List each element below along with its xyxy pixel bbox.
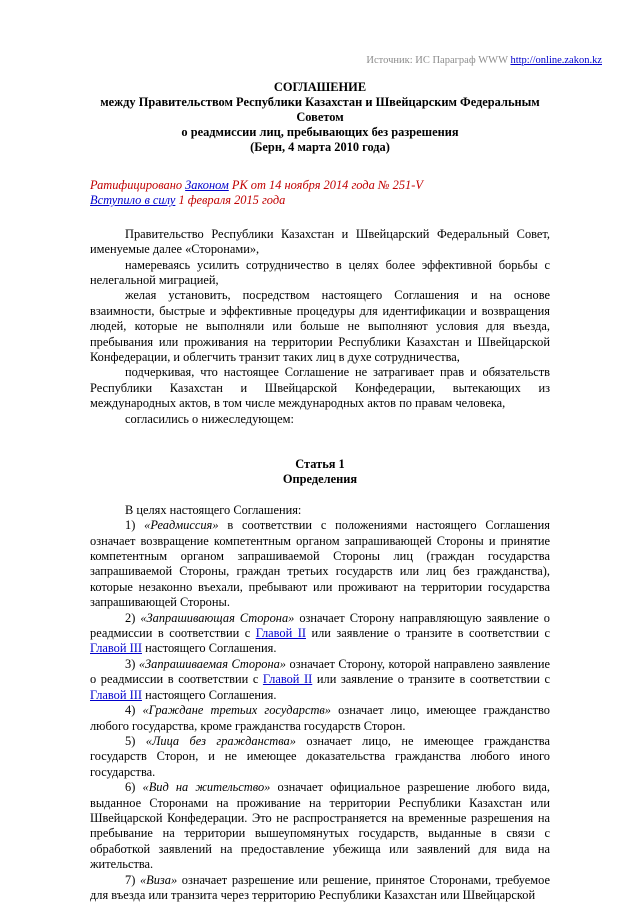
definition-paragraph — [90, 734, 550, 780]
inline-link[interactable]: Главой III — [90, 687, 142, 702]
ratification-block — [90, 178, 550, 209]
definitions-section — [90, 503, 550, 904]
text-run: означает Сторону направляющую заявление о реадмиссии в соответствии с — [90, 610, 550, 641]
text-run: 5) — [125, 733, 146, 748]
text-run: означает официальное разрешение любого вида, выданное Сторонами на проживание на территории Республики Казахстан или Швейцарской Конфедерации. Это не распространяется на временные разрешения на пребывание на территории вышеупомянутых государств, выданные в связи с обработкой заявлений на предоставление убежища или заявлений для вида на жительства. — [90, 780, 550, 872]
text-run: настоящего Соглашения. — [141, 687, 277, 702]
text-run: Ратифицировано — [90, 177, 186, 192]
text-run: 4) — [125, 703, 143, 718]
inline-link[interactable]: Главой II — [262, 672, 313, 687]
ratification-line — [90, 193, 550, 209]
inline-link[interactable]: Вступило в силу — [90, 193, 176, 208]
text-run: или заявление о транзите в соответствии с — [305, 626, 550, 641]
text-run: подчеркивая, что настоящее Соглашение не затрагивает прав и обязательств Республики Казахстан и Швейцарской Конфедерации, вытекающих из международных актов, в том числе международных актов по правам человека, — [90, 365, 550, 411]
preamble-section — [90, 227, 550, 427]
title-line: о реадмиссии лиц, пребывающих без разрешения — [181, 124, 459, 139]
text-run: намереваясь усилить сотрудничество в целях более эффективной борьбы с нелегальной миграцией, — [90, 257, 550, 287]
text-run: 6) — [125, 780, 143, 795]
text-run: означает лицо, имеющее гражданство любого государства, кроме гражданства государств Сторон. — [90, 703, 551, 733]
text-run: в соответствии с положениями настоящего Соглашения означает возвращение компетентным органом запрашивающей Стороны и принятие компетентным органом запрашиваемой Стороны лиц (граждан государства запрашиваемой Стороны, граждан третьих государств или лиц без гражданства), которые незаконно въехали, пребывают или проживают на территории государства запрашивающей Стороны. — [90, 518, 550, 610]
text-run: 2) — [125, 610, 141, 625]
text-run: 3) — [125, 656, 139, 671]
definition-paragraph — [90, 873, 550, 904]
text-run: означает лицо, не имеющее гражданства государств Сторон, и не имеющее доказательства гражданства любого иного государства. — [90, 733, 550, 779]
preamble-paragraph — [90, 288, 550, 365]
text-run: означает Сторону, которой направлено заявление о реадмиссии в соответствии с — [90, 656, 551, 687]
title-line: СОГЛАШЕНИЕ — [273, 80, 367, 94]
document-title — [90, 80, 550, 155]
text-run: желая установить, посредством настоящего Соглашения и на основе взаимности, быстрые и эффективные процедуры для идентификации и возвращения людей, которые не выполняли или больше не выполняют условия для въезда, пребывания или проживания на территории Республики Казахстан и Швейцарской Конфедерации, и облегчить транзит таких лиц в духе сотрудничества, — [90, 288, 550, 364]
text-run: «Запрашиваемая Сторона» — [138, 656, 287, 671]
definition-paragraph — [90, 611, 550, 657]
preamble-paragraph — [90, 258, 550, 289]
preamble-paragraph — [90, 227, 550, 258]
inline-link[interactable]: Главой II — [255, 626, 306, 641]
definition-paragraph — [90, 518, 550, 610]
article-title: Определения — [282, 472, 358, 487]
definition-paragraph — [90, 703, 550, 734]
text-run: Правительство Республики Казахстан и Швейцарский Федеральный Совет, именуемые далее «Сторонами», — [90, 226, 550, 257]
inline-link[interactable]: Главой III — [90, 641, 142, 656]
text-run: «Вид на жительство» — [142, 780, 271, 795]
text-run: 1 февраля 2015 года — [175, 193, 286, 208]
text-run: 1) — [125, 518, 145, 533]
text-run: согласились о нижеследующем: — [125, 411, 294, 426]
inline-link[interactable]: Законом — [185, 177, 229, 192]
article-number: Статья 1 — [295, 457, 345, 471]
text-run: 7) — [125, 872, 140, 887]
text-run: или заявление о транзите в соответствии с — [312, 672, 550, 687]
title-line: между Правительством Республики Казахстан и Швейцарским Федеральным Советом — [100, 94, 540, 124]
text-run: настоящего Соглашения. — [141, 641, 277, 656]
preamble-paragraph — [90, 412, 550, 427]
definition-paragraph — [90, 503, 550, 518]
definition-paragraph — [90, 780, 550, 872]
ratification-line — [90, 178, 550, 194]
source-link[interactable]: http://online.zakon.kz — [510, 55, 602, 66]
text-run: «Граждане третьих государств» — [142, 703, 331, 718]
text-run: «Виза» — [139, 872, 178, 887]
preamble-paragraph — [90, 365, 550, 411]
text-run: «Запрашивающая Сторона» — [140, 610, 295, 625]
text-run: В целях настоящего Соглашения: — [125, 502, 302, 517]
source-label: Источник: ИС Параграф WWW — [366, 55, 511, 66]
definition-paragraph — [90, 657, 550, 703]
title-line: (Берн, 4 марта 2010 года) — [250, 139, 390, 154]
text-run: означает разрешение или решение, принятое Сторонами, требуемое для въезда или транзита через территорию Республики Казахстан или Швейцарской — [90, 872, 550, 902]
text-run: «Реадмиссия» — [144, 518, 219, 533]
article-heading — [90, 457, 550, 488]
document-content — [90, 80, 550, 903]
text-run: РК от 14 ноября 2014 года № 251-V — [228, 177, 423, 192]
source-line — [366, 54, 602, 67]
text-run: «Лица без гражданства» — [145, 733, 296, 748]
